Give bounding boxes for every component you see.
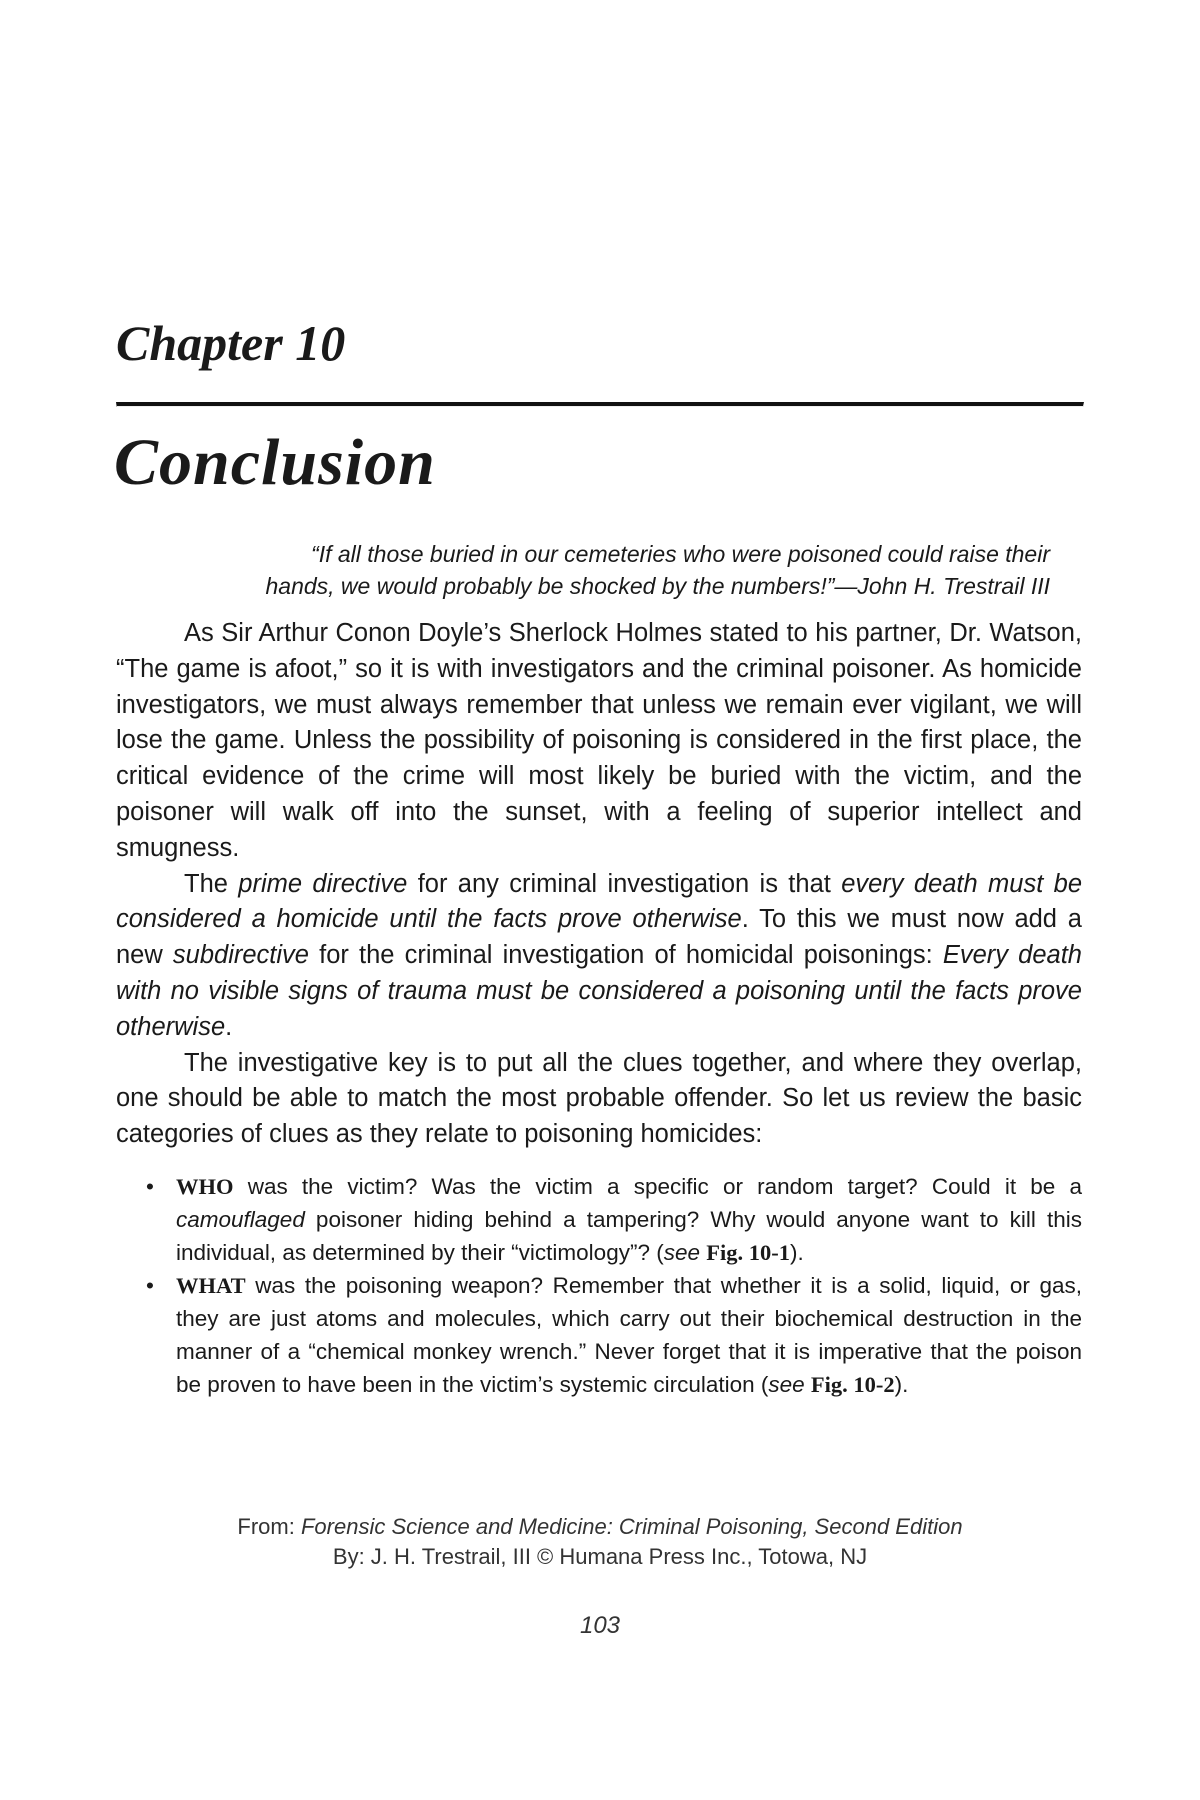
text-span: . To this we must now add a new xyxy=(116,905,1082,970)
book-title: Forensic Science and Medicine: Criminal Poisoning, Second Edition xyxy=(300,1514,963,1539)
clue-keyword: WHAT xyxy=(176,1273,246,1298)
text-span: ). xyxy=(790,1240,804,1265)
source-line xyxy=(100,1512,1100,1542)
epigraph-line: hands, we would probably be shocked by the numbers!”—John H. Trestrail III xyxy=(265,573,1050,599)
emphasis-every-death: every death must be considered a homicide until the facts prove otherwise xyxy=(116,869,1083,934)
list-item-who xyxy=(140,1170,1082,1269)
chapter-divider xyxy=(116,402,1084,407)
emphasis-prime-directive: prime directive xyxy=(238,869,408,898)
text-span: ). xyxy=(894,1372,909,1397)
source-byline: By: J. H. Trestrail, III © Humana Press Inc., Totowa, NJ xyxy=(332,1544,868,1569)
body-text xyxy=(116,616,1082,1153)
page-number: 103 xyxy=(579,1612,621,1639)
clue-categories-list xyxy=(140,1170,1082,1401)
chapter-title: Conclusion xyxy=(114,426,436,499)
list-item-what xyxy=(140,1269,1082,1401)
source-from-label: From: xyxy=(237,1514,301,1539)
paragraph-prime-directive xyxy=(116,867,1082,1046)
bullet-icon: • xyxy=(146,1174,154,1199)
text-span: . xyxy=(225,1012,233,1041)
figure-reference: Fig. 10-2 xyxy=(810,1372,895,1397)
epigraph-line: “If all those buried in our cemeteries who were poisoned could raise their xyxy=(311,541,1050,567)
source-citation xyxy=(100,1512,1100,1572)
text-span: for the criminal investigation of homicidal poisonings: xyxy=(309,941,943,970)
chapter-label: Chapter 10 xyxy=(116,315,346,371)
text-span: was the poisoning weapon? Remember that whether it is a solid, liquid, or gas, they are just atoms and molecules, which carry out their biochemical destruction in the manner of a “chemical monkey wrench.” Never forget that it is imperative that the poison be proven to have been in the victim’s systemic circulation ( xyxy=(176,1273,1082,1397)
text-span: for any criminal investigation is that xyxy=(407,869,842,898)
emphasis-poisoning-rule: Every death with no visible signs of trauma must be considered a poisoning until the facts prove otherwise xyxy=(116,941,1082,1041)
emphasis-camouflaged: camouflaged xyxy=(176,1207,305,1232)
emphasis-see: see xyxy=(768,1372,805,1397)
bullet-icon: • xyxy=(146,1273,154,1298)
paragraph-holmes: As Sir Arthur Conon Doyle’s Sherlock Holmes stated to his partner, Dr. Watson, “The game is afoot,” so it is with investigators and the criminal poisoner. As homicide investigators, we must always remember that unless we remain ever vigilant, we will lose the game. Unless the possibility of poisoning is considered in the first place, the critical evidence of the crime will most likely be buried with the victim, and the poisoner will walk off into the sunset, with a feeling of superior intellect and smugness. xyxy=(116,619,1082,862)
clue-keyword: WHO xyxy=(176,1174,234,1199)
figure-reference: Fig. 10-1 xyxy=(706,1240,791,1265)
emphasis-see: see xyxy=(663,1240,700,1265)
paragraph-investigative-key: The investigative key is to put all the clues together, and where they overlap, one should be able to match the most probable offender. So let us review the basic categories of clues as they relate to poisoning homicides: xyxy=(116,1048,1082,1149)
text-span: was the victim? Was the victim a specific or random target? Could it be a xyxy=(233,1174,1082,1199)
epigraph-quote xyxy=(150,538,1050,602)
emphasis-subdirective: subdirective xyxy=(172,941,309,970)
text-span: The xyxy=(184,869,239,898)
text-span: poisoner hiding behind a tampering? Why would anyone want to kill this individual, as determined by their “victimology”? ( xyxy=(176,1207,1082,1265)
